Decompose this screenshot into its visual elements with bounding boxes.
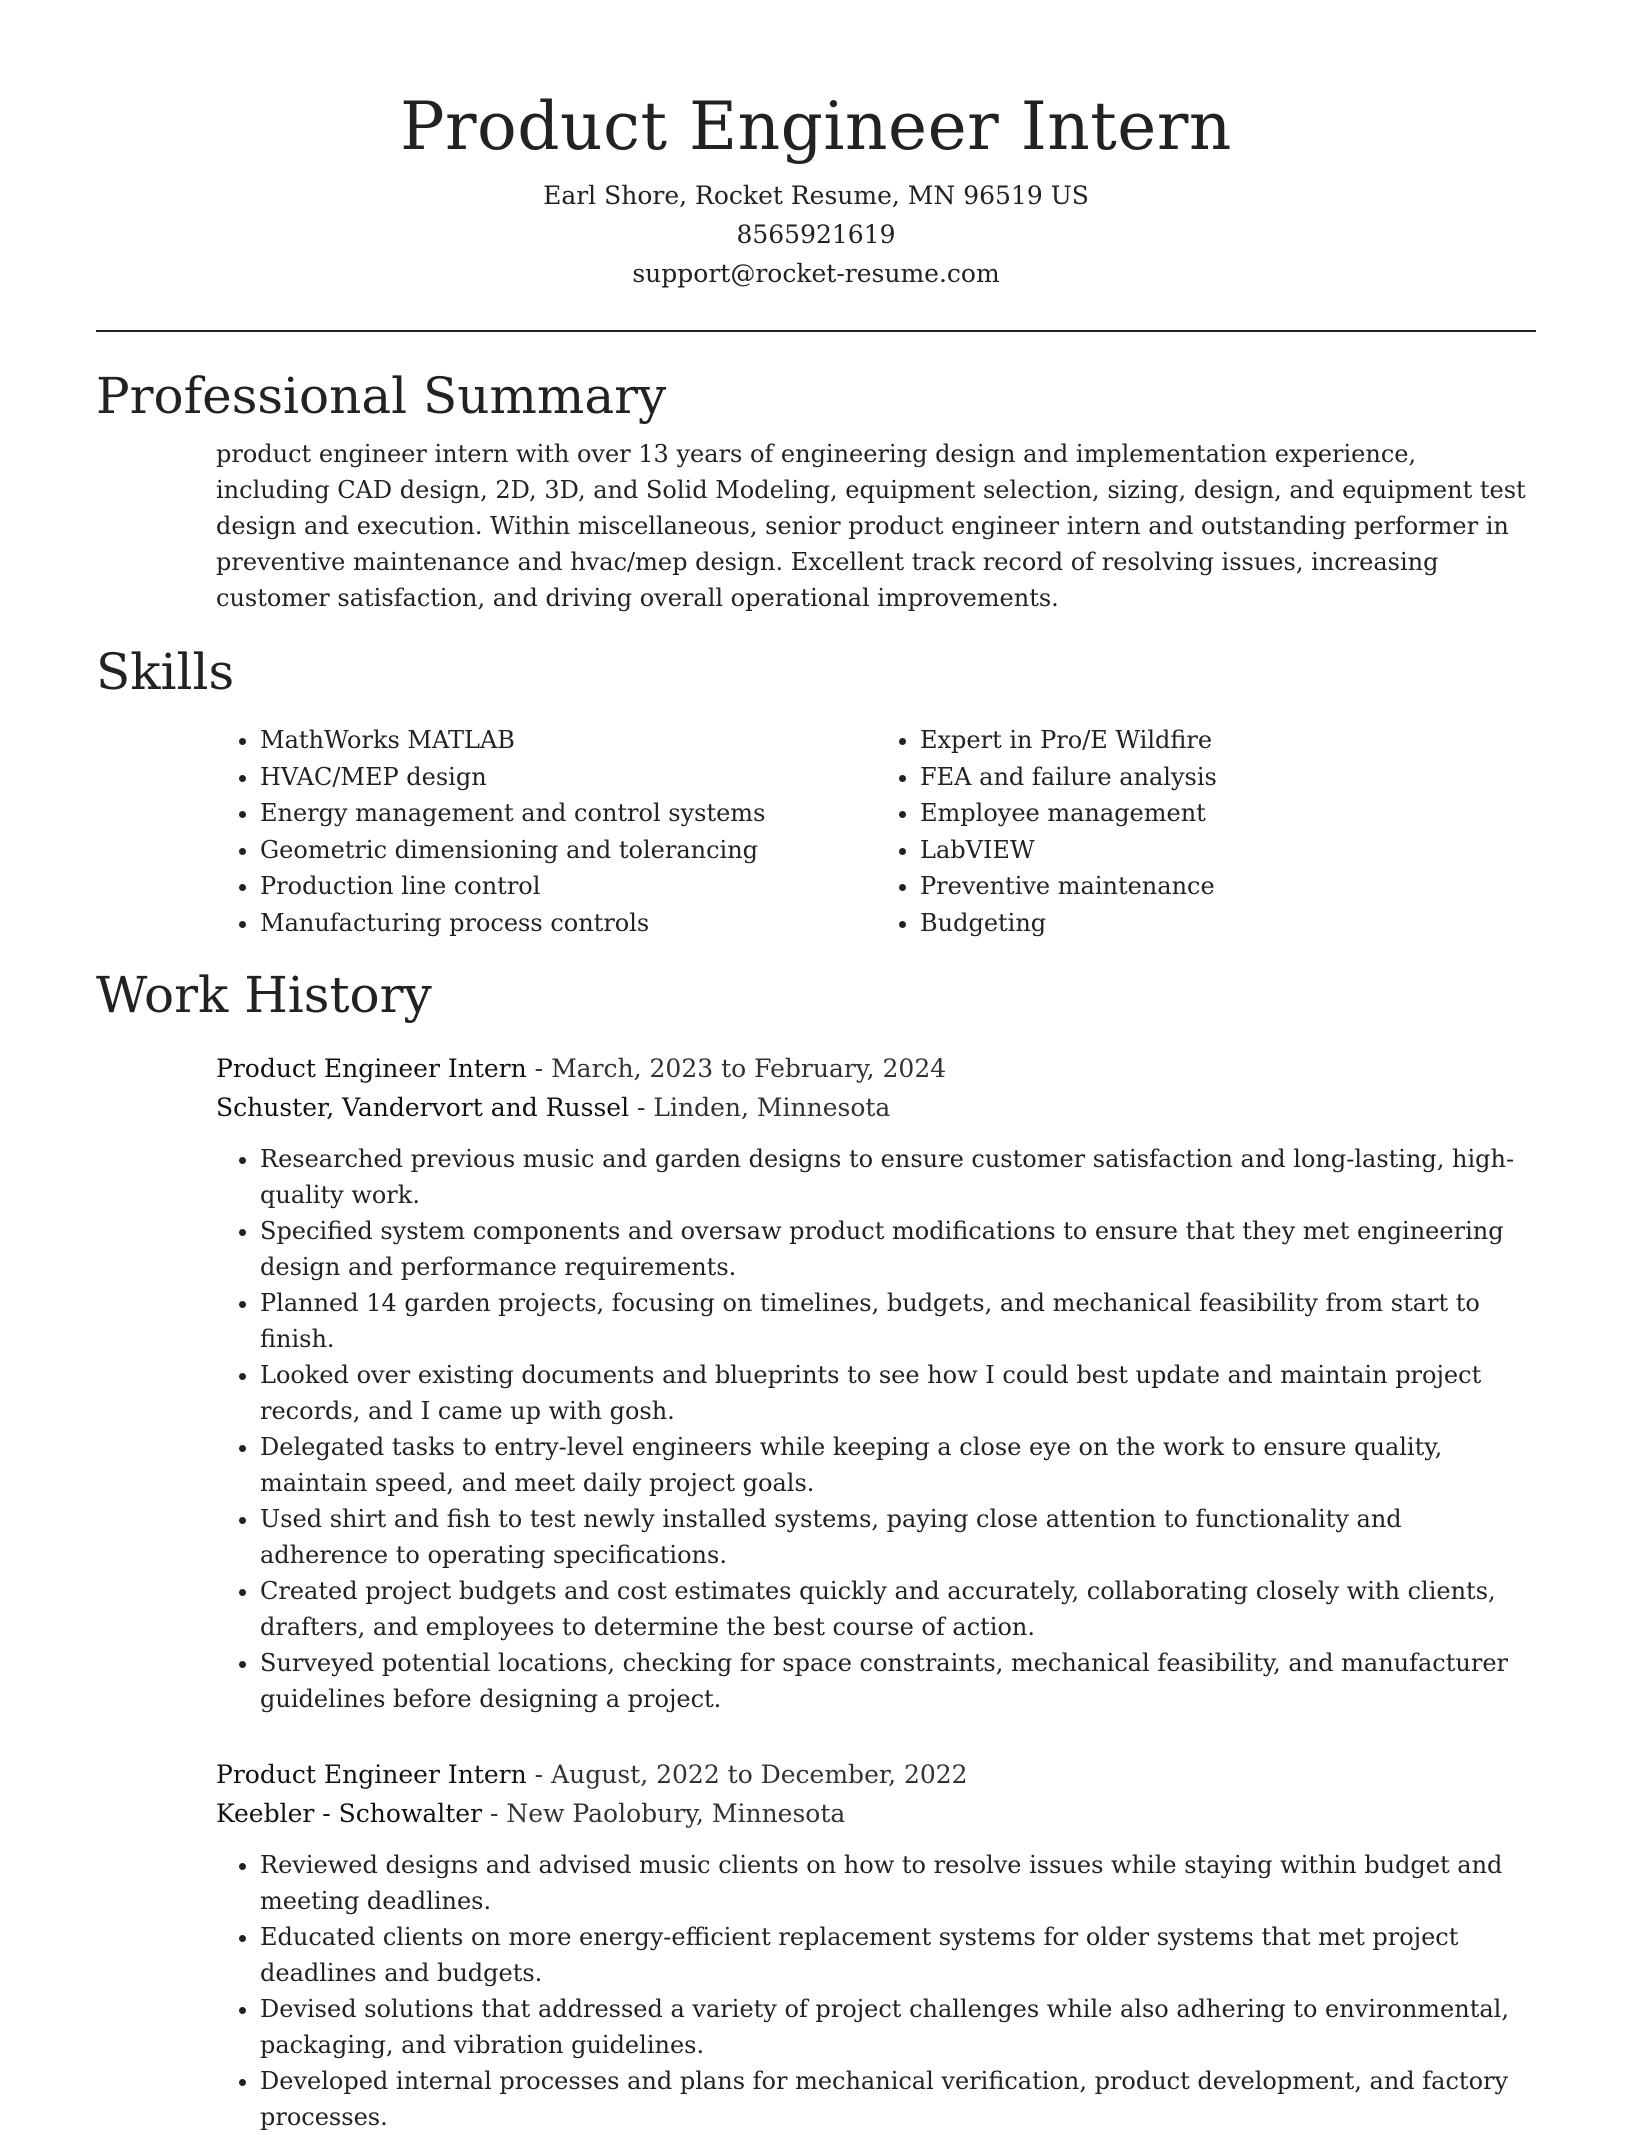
skill-item: • FEA and failure analysis [920, 759, 1536, 796]
skill-item: • MathWorks MATLAB [260, 722, 876, 759]
skill-item: • LabVIEW [920, 832, 1536, 869]
job-company: Schuster, Vandervort and Russel [216, 1093, 630, 1122]
job-bullet: • Delegated tasks to entry-level engineers while keeping a close eye on the work to ensure quality, maintain speed, and meet daily project goals. [260, 1429, 1536, 1501]
skills-section [96, 642, 1536, 941]
contact-email: support@rocket-resume.com [632, 259, 1000, 288]
summary-section [96, 366, 1536, 616]
job-bullet: • Educated clients on more energy-efficient replacement systems for older systems that met project deadlines and budgets. [260, 1919, 1536, 1991]
header-divider [96, 330, 1536, 332]
job-location: - New Paolobury, Minnesota [482, 1799, 846, 1828]
job-bullet: • Specified system components and oversaw product modifications to ensure that they met engineering design and performance requirements. [260, 1213, 1536, 1285]
job-bullet: • Planned 14 garden projects, focusing on timelines, budgets, and mechanical feasibility from start to finish. [260, 1285, 1536, 1357]
job-title-line [216, 1755, 1536, 1794]
work-history-section [96, 965, 1536, 2135]
skills-column-right [876, 722, 1536, 941]
work-history-heading: Work History [96, 966, 432, 1024]
job-bullet: • Surveyed potential locations, checking for space constraints, mechanical feasibility, and manufacturer guidelines before designing a project. [260, 1645, 1536, 1717]
skill-item: • Preventive maintenance [920, 868, 1536, 905]
skill-item: • Energy management and control systems [260, 795, 876, 832]
skill-item: • Manufacturing process controls [260, 905, 876, 942]
job-bullet: • Devised solutions that addressed a variety of project challenges while also adhering to environmental, packaging, and vibration guidelines. [260, 1991, 1536, 2063]
job-dates: - March, 2023 to February, 2024 [526, 1054, 947, 1083]
resume-page [96, 0, 1536, 2135]
skill-item: • Geometric dimensioning and tolerancing [260, 832, 876, 869]
summary-text: product engineer intern with over 13 years of engineering design and implementation experience, including CAD design, 2D, 3D, and Solid Modeling, equipment selection, sizing, design, and equipment test design and execution. Within miscellaneous, senior product engineer intern and outstanding performer in preventive maintenance and hvac/mep design. Excellent track record of resolving issues, increasing customer satisfaction, and driving overall operational improvements. [216, 440, 1526, 612]
job-bullets [216, 1141, 1536, 1717]
job-entry [216, 1049, 1536, 1717]
job-bullet: • Researched previous music and garden designs to ensure customer satisfaction and long-lasting, high-quality work. [260, 1141, 1536, 1213]
job-location: - Linden, Minnesota [629, 1093, 891, 1122]
contact-address: Earl Shore, Rocket Resume, MN 96519 US [543, 181, 1089, 210]
skills-heading: Skills [96, 643, 235, 701]
skill-item: • Production line control [260, 868, 876, 905]
skills-column-left [216, 722, 876, 941]
job-dates: - August, 2022 to December, 2022 [526, 1760, 968, 1789]
job-bullet: • Developed internal processes and plans for mechanical verification, product development, and factory processes. [260, 2063, 1536, 2135]
skill-item: • HVAC/MEP design [260, 759, 876, 796]
job-bullet: • Used shirt and fish to test newly installed systems, paying close attention to functionality and adherence to operating specifications. [260, 1501, 1536, 1573]
job-bullet: • Created project budgets and cost estimates quickly and accurately, collaborating closely with clients, drafters, and employees to determine the best course of action. [260, 1573, 1536, 1645]
job-title-line [216, 1049, 1536, 1088]
job-company: Keebler - Schowalter [216, 1799, 483, 1828]
job-role: Product Engineer Intern [216, 1054, 527, 1083]
job-company-line [216, 1794, 1536, 1833]
job-bullet: • Reviewed designs and advised music clients on how to resolve issues while staying within budget and meeting deadlines. [260, 1847, 1536, 1919]
resume-name: Product Engineer Intern [400, 88, 1232, 165]
resume-header [96, 0, 1536, 293]
summary-heading: Professional Summary [96, 367, 667, 425]
skills-grid [216, 722, 1536, 941]
job-bullets [216, 1847, 1536, 2135]
job-company-line [216, 1088, 1536, 1127]
skill-item: • Expert in Pro/E Wildfire [920, 722, 1536, 759]
job-bullet: • Looked over existing documents and blueprints to see how I could best update and maintain project records, and I came up with gosh. [260, 1357, 1536, 1429]
job-role: Product Engineer Intern [216, 1760, 527, 1789]
skill-item: • Employee management [920, 795, 1536, 832]
contact-phone: 8565921619 [736, 220, 896, 249]
job-entry [216, 1755, 1536, 2135]
skill-item: • Budgeting [920, 905, 1536, 942]
